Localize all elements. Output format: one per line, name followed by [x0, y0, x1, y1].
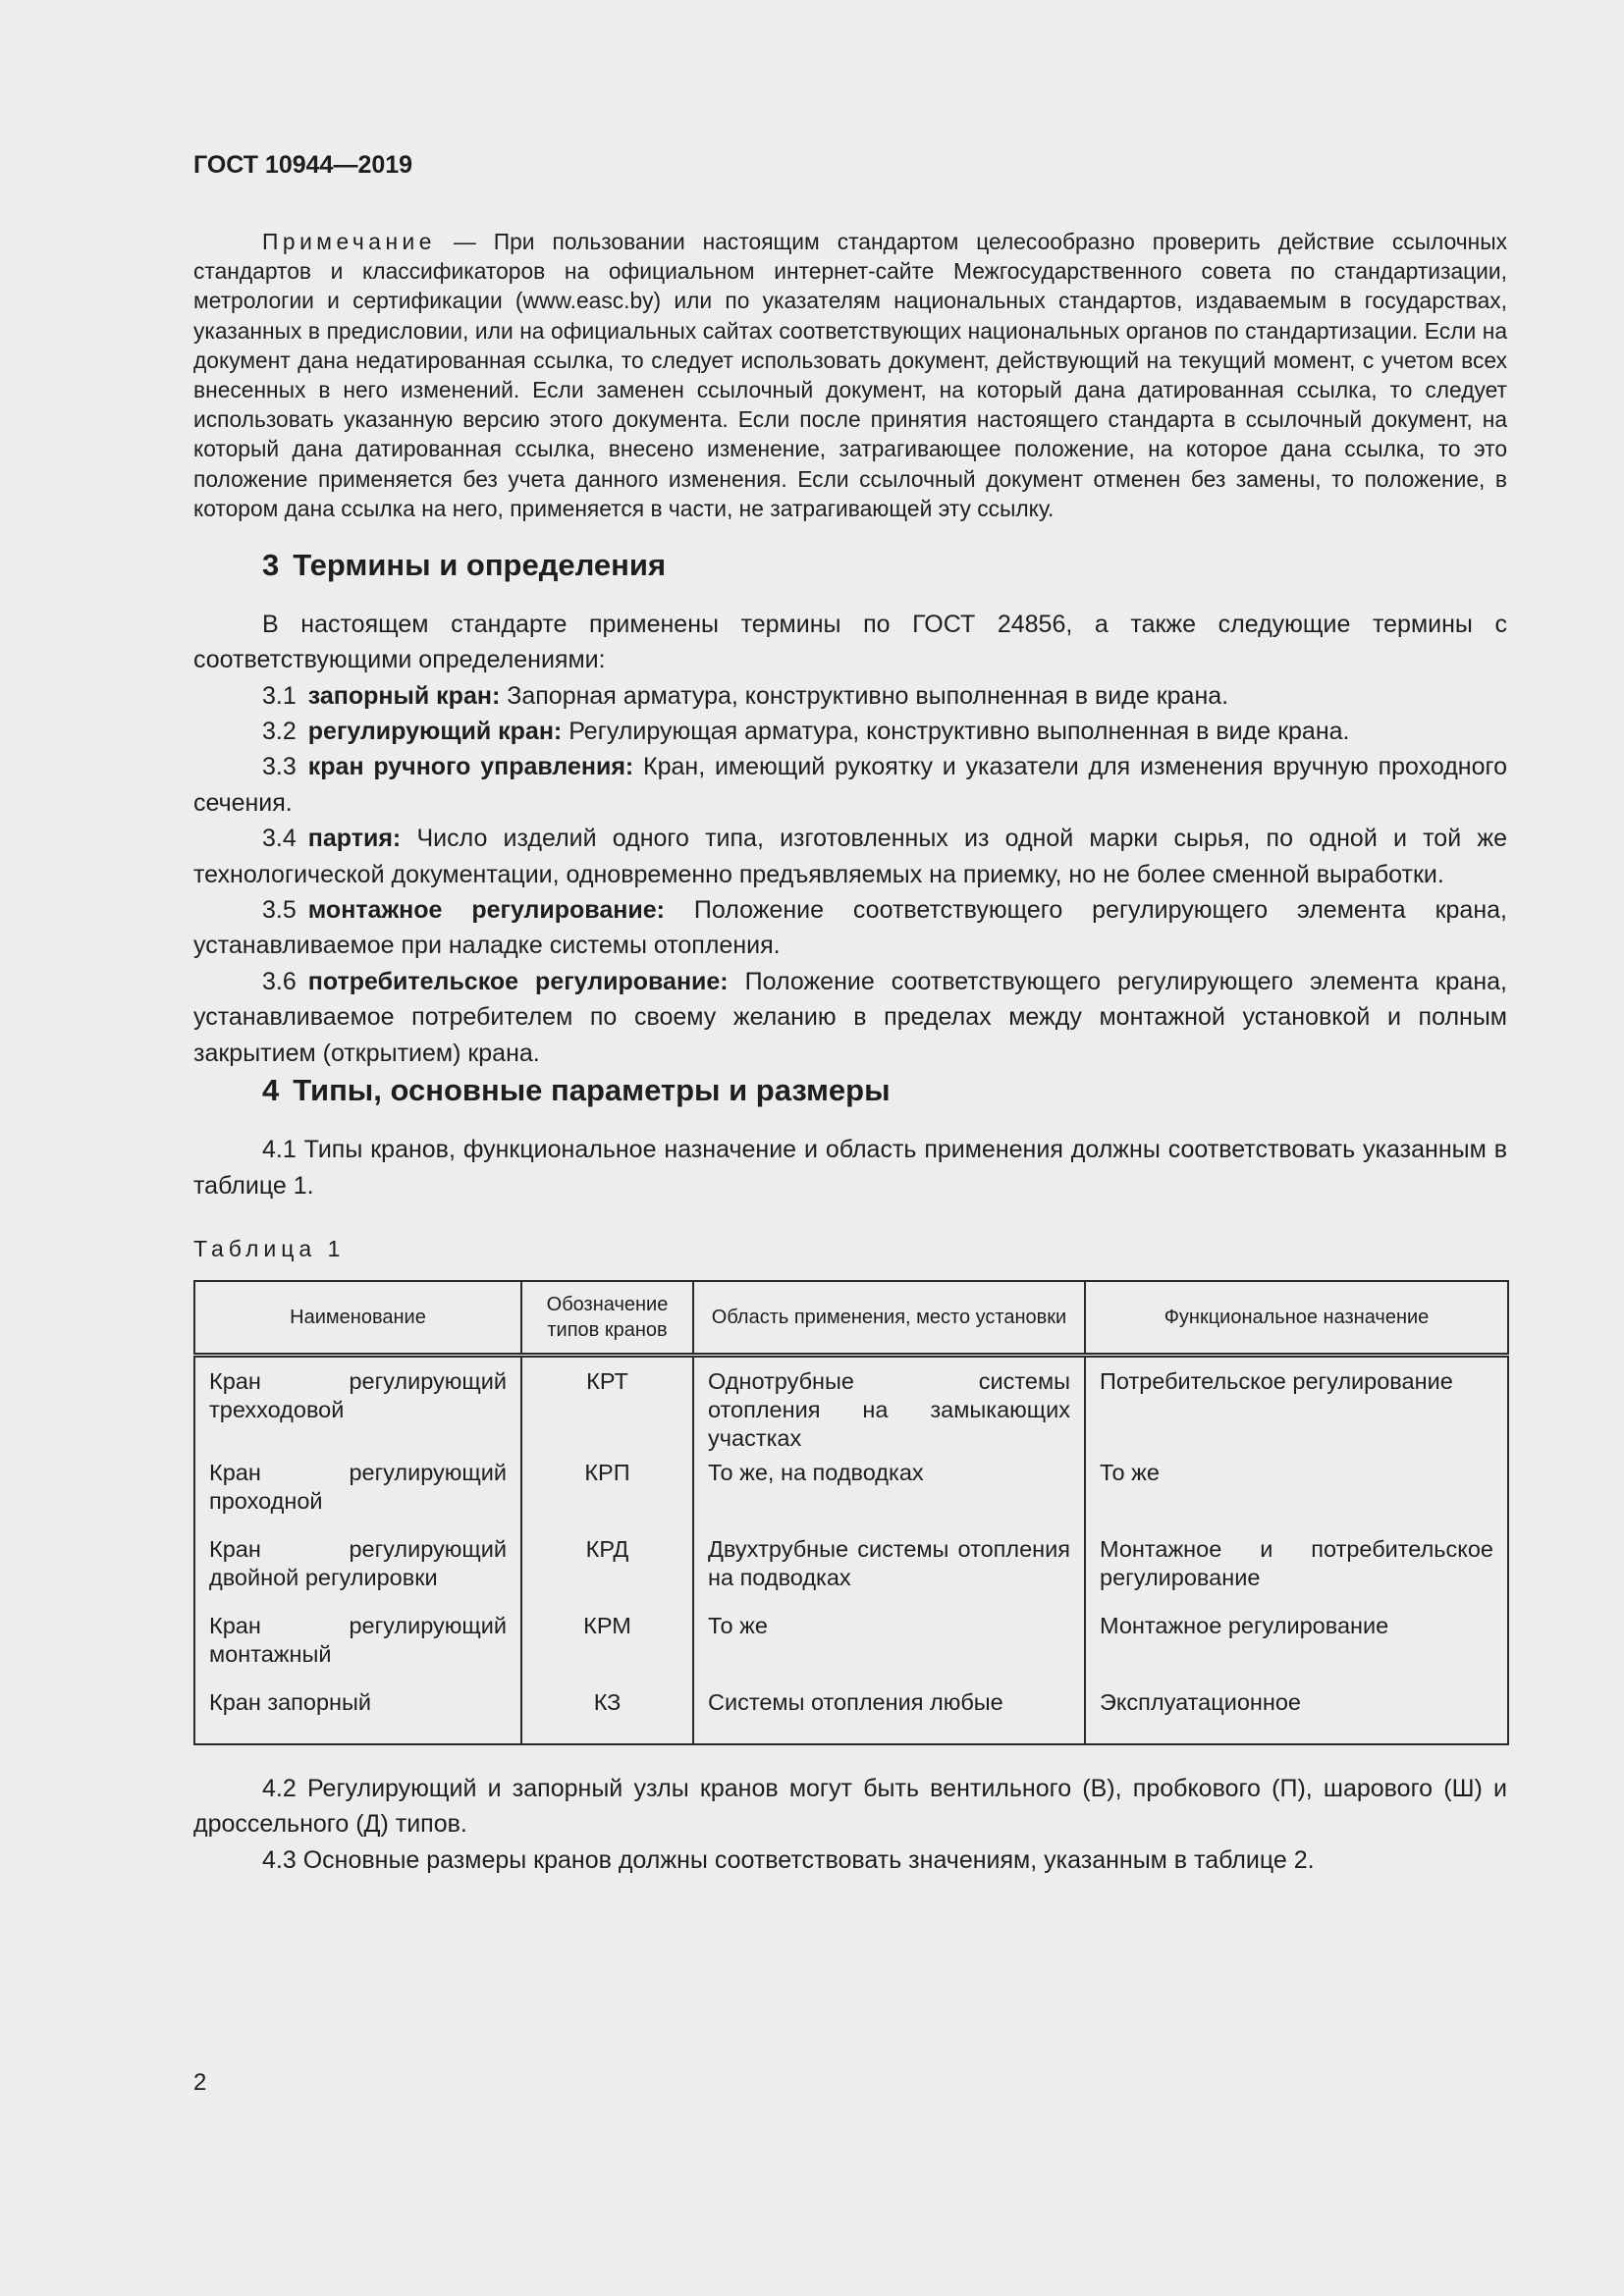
cell-application: То же: [693, 1606, 1085, 1682]
cell-function: Эксплуатационное: [1085, 1682, 1508, 1744]
table-caption: Таблица 1: [193, 1235, 346, 1261]
cell-application: Двухтрубные системы отопления на подводках: [693, 1529, 1085, 1606]
cell-name: Кран регулирующий трехходовой: [194, 1355, 521, 1453]
term-name: потребительское регулирование:: [307, 967, 729, 995]
table-row: [194, 1355, 1508, 1453]
term-definition: Положение соответствующего регулирующего элемента крана, устанавливаемое при наладке системы отопления.: [193, 896, 1507, 960]
term-number: 3.5: [262, 896, 297, 925]
cell-function: Монтажное регулирование: [1085, 1606, 1508, 1682]
term-3-4: [193, 821, 1507, 892]
page-content: [193, 147, 1507, 1878]
paragraph-4-3: 4.3 Основные размеры кранов должны соответствовать значениям, указанным в таблице 2.: [262, 1845, 1315, 1874]
term-definition: Число изделий одного типа, изготовленных из одной марки сырья, по одной и той же технологической документации, одновременно предъявляемых на приемку, но не более сменной выработки.: [193, 825, 1507, 888]
term-definition: Положение соответствующего регулирующего элемента крана, устанавливаемое потребителем по своему желанию в пределах между монтажной установкой и полным закрытием (открытием) крана.: [193, 967, 1507, 1067]
table-row: [194, 1453, 1508, 1529]
column-header-application: Область применения, место установки: [693, 1281, 1085, 1356]
section-title-text: Термины и определения: [293, 547, 667, 582]
term-3-5: [193, 892, 1507, 964]
cell-function: То же: [1085, 1453, 1508, 1529]
table-header-row: [194, 1281, 1508, 1356]
section-4-title: [193, 1071, 1507, 1110]
term-name: запорный кран:: [307, 681, 501, 710]
table-row: [194, 1606, 1508, 1682]
term-number: 3.3: [262, 753, 297, 781]
cell-function: Потребительское регулирование: [1085, 1355, 1508, 1453]
term-definition: Кран, имеющий рукоятку и указатели для изменения вручную проходного сечения.: [193, 753, 1507, 817]
cell-code: КРТ: [521, 1355, 693, 1453]
term-3-6: [193, 964, 1507, 1071]
cell-name: Кран регулирующий двойной регулировки: [194, 1529, 521, 1606]
note-text: — При пользовании настоящим стандартом целесообразно проверить действие ссылочных стандартов и классификаторов на официальном интернет-сайте Межгосударственного совета по стандартизации, метрологии и сертификации (www.easc.by) или по указателям национальных стандартов, издаваемым в государствах, указанных в предисловии, или на официальных сайтах соответствующих национальных органов по стандартизации. Если на документ дана недатированная ссылка, то следует использовать документ, действующий на текущий момент, с учетом всех внесенных в него изменений. Если заменен ссылочный документ, на который дана датированная ссылка, то следует использовать указанную версию этого документа. Если после принятия настоящего стандарта в ссылочный документ, на который дана датированная ссылка, внесено изменение, затрагивающее положение, на которое дана ссылка, то это положение применяется без учета данного изменения. Если ссылочный документ отменен без замены, то положение, в котором дана ссылка на него, применяется в части, не затрагивающей эту ссылку.: [193, 229, 1507, 521]
table-1: [193, 1280, 1509, 1745]
cell-application: Системы отопления любые: [693, 1682, 1085, 1744]
term-definition: Регулирующая арматура, конструктивно выполненная в виде крана.: [568, 718, 1350, 746]
column-header-code: Обозначение типов кранов: [521, 1281, 693, 1356]
term-name: регулирующий кран:: [307, 718, 563, 746]
paragraph-4-1: 4.1 Типы кранов, функциональное назначение и область применения должны соответствовать указанным в таблице 1.: [193, 1136, 1507, 1200]
term-name: монтажное регулирование:: [307, 896, 665, 925]
column-header-name: Наименование: [194, 1281, 521, 1356]
term-3-1: [193, 678, 1507, 714]
section-number: 4: [262, 1073, 280, 1108]
term-number: 3.2: [262, 718, 297, 746]
section-4-continued: [193, 1771, 1507, 1878]
term-name: партия:: [307, 825, 402, 853]
term-number: 3.1: [262, 681, 297, 710]
note-paragraph: [193, 227, 1507, 523]
table-row: [194, 1682, 1508, 1744]
section-3-title: [193, 546, 1507, 585]
paragraph-4-2: 4.2 Регулирующий и запорный узлы кранов могут быть вентильного (В), пробкового (П), шарового (Ш) и дроссельного (Д) типов.: [193, 1774, 1507, 1839]
cell-name: Кран регулирующий проходной: [194, 1453, 521, 1529]
term-3-2: [193, 714, 1507, 749]
cell-name: Кран запорный: [194, 1682, 521, 1744]
cell-application: То же, на подводках: [693, 1453, 1085, 1529]
term-number: 3.4: [262, 825, 297, 853]
cell-function: Монтажное и потребительское регулирование: [1085, 1529, 1508, 1606]
note-label: Примечание: [262, 229, 436, 254]
cell-code: КРД: [521, 1529, 693, 1606]
term-number: 3.6: [262, 967, 297, 995]
section-4-body: [193, 1132, 1507, 1203]
section-number: 3: [262, 547, 280, 582]
page-number: 2: [193, 2069, 207, 2096]
column-header-function: Функциональное назначение: [1085, 1281, 1508, 1356]
section-3-intro: В настоящем стандарте применены термины по ГОСТ 24856, а также следующие термины с соответствующими определениями:: [193, 610, 1507, 674]
document-header: ГОСТ 10944—2019: [193, 151, 413, 179]
term-3-3: [193, 749, 1507, 821]
term-definition: Запорная арматура, конструктивно выполненная в виде крана.: [507, 681, 1229, 710]
table-row: [194, 1529, 1508, 1606]
cell-name: Кран регулирующий монтажный: [194, 1606, 521, 1682]
cell-code: КЗ: [521, 1682, 693, 1744]
cell-application: Однотрубные системы отопления на замыкающих участках: [693, 1355, 1085, 1453]
cell-code: КРП: [521, 1453, 693, 1529]
section-title-text: Типы, основные параметры и размеры: [293, 1073, 891, 1108]
cell-code: КРМ: [521, 1606, 693, 1682]
section-3-body: [193, 607, 1507, 1071]
term-name: кран ручного управления:: [307, 753, 634, 781]
